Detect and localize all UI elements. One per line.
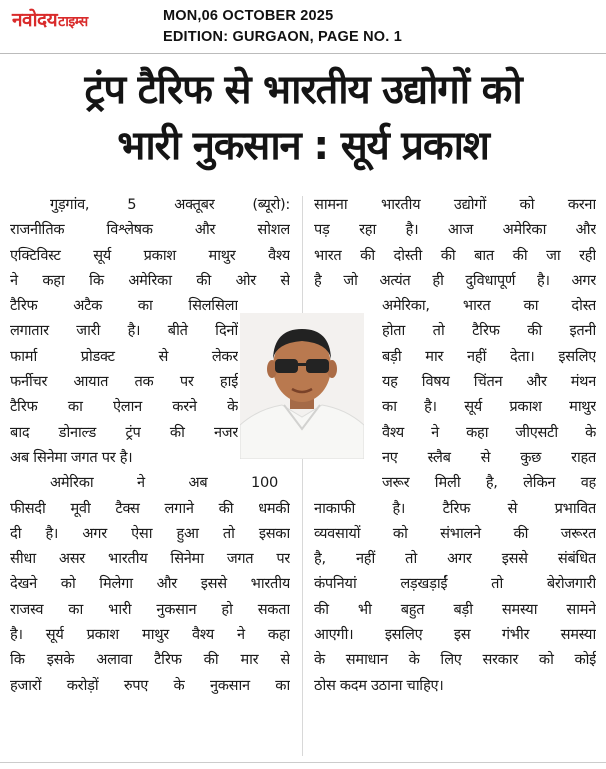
body-line: एक्टिविस्ट सूर्य प्रकाश माथुर वैश्य: [10, 246, 290, 264]
headline-line-2: भारी नुकसान : सूर्य प्रकाश: [117, 123, 489, 169]
body-line: जरूर मिली है, लेकिन वह: [382, 474, 596, 492]
newspaper-header: [0, 0, 606, 50]
body-line: बड़ी मार नहीं देता। इसलिए: [382, 347, 596, 365]
body-line: लगातार जारी है। बीते दिनों: [10, 322, 238, 340]
body-line: टैरिफ अटैक का सिलसिला: [10, 297, 238, 315]
body-line: गुड़गांव, 5 अक्तूबर (ब्यूरो):: [50, 196, 290, 213]
body-line: का है। सूर्य प्रकाश माथुर: [382, 398, 596, 416]
body-line: सामना भारतीय उद्योगों को करना: [314, 196, 596, 213]
body-line: है। सूर्य प्रकाश माथुर वैश्य ने कहा: [10, 626, 290, 644]
body-line: बाद डोनाल्ड ट्रंप की नजर: [10, 423, 238, 441]
body-line: ने कहा कि अमेरिका की ओर से: [10, 271, 290, 289]
body-line: वैश्य ने कहा जीएसटी के: [382, 423, 596, 441]
body-line: के समाधान के लिए सरकार को कोई: [314, 651, 596, 669]
body-line: भारत की दोस्ती की बात की जा रही: [314, 246, 596, 264]
body-line: फर्नीचर आयात तक पर हाई: [10, 373, 238, 391]
body-line: अमेरिका, भारत का दोस्त: [382, 297, 596, 315]
body-line: पड़ रहा है। आज अमेरिका और: [314, 221, 596, 239]
body-line: कंपनियां लड़खड़ाईं तो बेरोजगारी: [314, 575, 596, 593]
body-line: राजस्व का भारी नुकसान हो सकता: [10, 600, 290, 618]
body-line: राजनीतिक विश्लेषक और सोशल: [10, 221, 290, 239]
body-line: हजारों करोड़ों रुपए के नुकसान का: [10, 676, 290, 694]
bottom-divider: [0, 762, 606, 763]
logo-sub-text: टाइम्स: [58, 14, 88, 30]
body-line: आएगी। इसलिए इस गंभीर समस्या: [314, 626, 596, 644]
author-portrait-illustration: [240, 313, 364, 459]
body-line: है जो अत्यंत ही दुविधापूर्ण है। अगर: [314, 271, 596, 289]
logo-main-text: नवोदय: [12, 9, 58, 31]
headline-line-1: ट्रंप टैरिफ से भारतीय उद्योगों को: [84, 67, 522, 113]
body-line: सीधा असर भारतीय सिनेमा जगत पर: [10, 550, 290, 568]
body-line: नए स्लैब से कुछ राहत: [382, 448, 596, 466]
body-line: है, नहीं तो अगर इससे संबंधित: [314, 550, 596, 568]
body-line: देखने को मिलेगा और इससे भारतीय: [10, 575, 290, 593]
body-line: की भी बहुत बड़ी समस्या सामने: [314, 600, 596, 618]
body-line: कि इसके अलावा टैरिफ की मार से: [10, 651, 290, 669]
article-headline: [0, 62, 606, 174]
body-line: टैरिफ का ऐलान करने के: [10, 398, 238, 416]
body-line: ठोस कदम उठाना चाहिए।: [314, 676, 444, 694]
edition-line: EDITION: GURGAON, PAGE NO. 1: [163, 29, 402, 45]
body-line: व्यवसायों को संभालने की जरूरत: [314, 524, 596, 542]
column-divider: [302, 196, 303, 756]
date-line: MON,06 OCTOBER 2025: [163, 8, 334, 24]
author-photo: [240, 313, 364, 459]
body-line: अमेरिका ने अब 100: [50, 474, 278, 492]
body-line: दी है। अगर ऐसा हुआ तो इसका: [10, 524, 290, 542]
body-line: यह विषय चिंतन और मंथन: [382, 373, 596, 391]
body-line: अब सिनेमा जगत पर है।: [10, 448, 133, 466]
body-line: फार्मा प्रोडक्ट से लेकर: [10, 347, 238, 365]
body-line: फीसदी मूवी टैक्स लगाने की धमकी: [10, 499, 290, 517]
body-line: नाकाफी है। टैरिफ से प्रभावित: [314, 499, 596, 517]
body-line: होता तो टैरिफ की इतनी: [382, 322, 596, 340]
newspaper-logo: [12, 6, 88, 32]
header-divider: [0, 53, 606, 54]
